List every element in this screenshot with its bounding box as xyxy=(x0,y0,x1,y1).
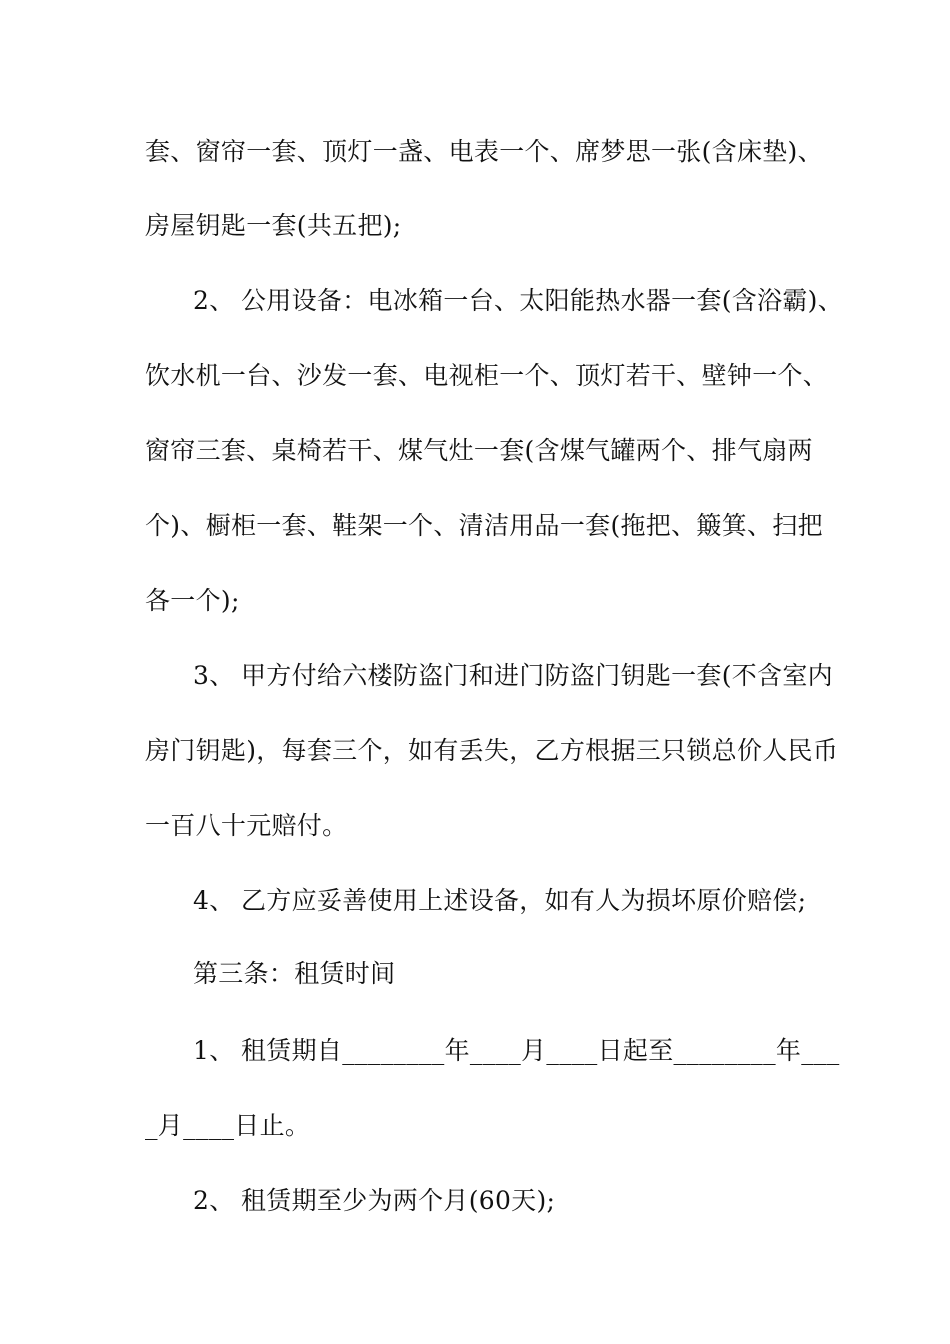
line-text: _月____日止。 xyxy=(145,1111,311,1140)
list-item xyxy=(193,1185,873,1217)
line-text: 甲方付给六楼防盗门和进门防盗门钥匙一套(不含室内 xyxy=(241,661,833,690)
item-number: 4、 xyxy=(193,886,235,915)
line-text: 套、窗帘一套、顶灯一盏、电表一个、席梦思一张(含床垫)、 xyxy=(145,137,823,166)
text-line xyxy=(145,585,825,617)
item-number: 3、 xyxy=(193,661,235,690)
item-number: 2、 xyxy=(193,1186,235,1215)
text-line xyxy=(145,1110,825,1142)
item-number: 2、 xyxy=(193,286,235,315)
line-text: 公用设备：电冰箱一台、太阳能热水器一套(含浴霸)、 xyxy=(241,286,844,315)
text-line xyxy=(145,210,825,242)
text-line xyxy=(145,136,825,168)
line-text: 乙方应妥善使用上述设备，如有人为损坏原价赔偿; xyxy=(241,886,807,915)
line-text: 饮水机一台、沙发一套、电视柜一个、顶灯若干、壁钟一个、 xyxy=(145,361,829,390)
text-line xyxy=(145,735,839,767)
line-text: 一百八十元赔付。 xyxy=(145,811,348,840)
list-item xyxy=(193,285,873,317)
text-line xyxy=(145,510,825,542)
list-item xyxy=(193,660,873,692)
line-text: 租赁期自________年____月____日起至________年___ xyxy=(241,1036,840,1065)
line-text: 租赁期至少为两个月(60天); xyxy=(241,1186,556,1215)
text-line xyxy=(145,810,825,842)
line-text: 房屋钥匙一套(共五把); xyxy=(145,211,402,240)
line-text: 各一个); xyxy=(145,586,240,615)
line-text: 个)、橱柜一套、鞋架一个、清洁用品一套(拖把、簸箕、扫把 xyxy=(145,511,823,540)
section-heading xyxy=(193,958,873,990)
text-line xyxy=(145,360,829,392)
line-text: 窗帘三套、桌椅若干、煤气灶一套(含煤气罐两个、排气扇两 xyxy=(145,436,813,465)
heading-text: 第三条：租赁时间 xyxy=(193,959,396,988)
list-item xyxy=(193,885,873,917)
text-line xyxy=(145,435,825,467)
item-number: 1、 xyxy=(193,1036,235,1065)
list-item xyxy=(193,1035,873,1067)
line-text: 房门钥匙)，每套三个，如有丢失，乙方根据三只锁总价人民币 xyxy=(145,736,839,765)
